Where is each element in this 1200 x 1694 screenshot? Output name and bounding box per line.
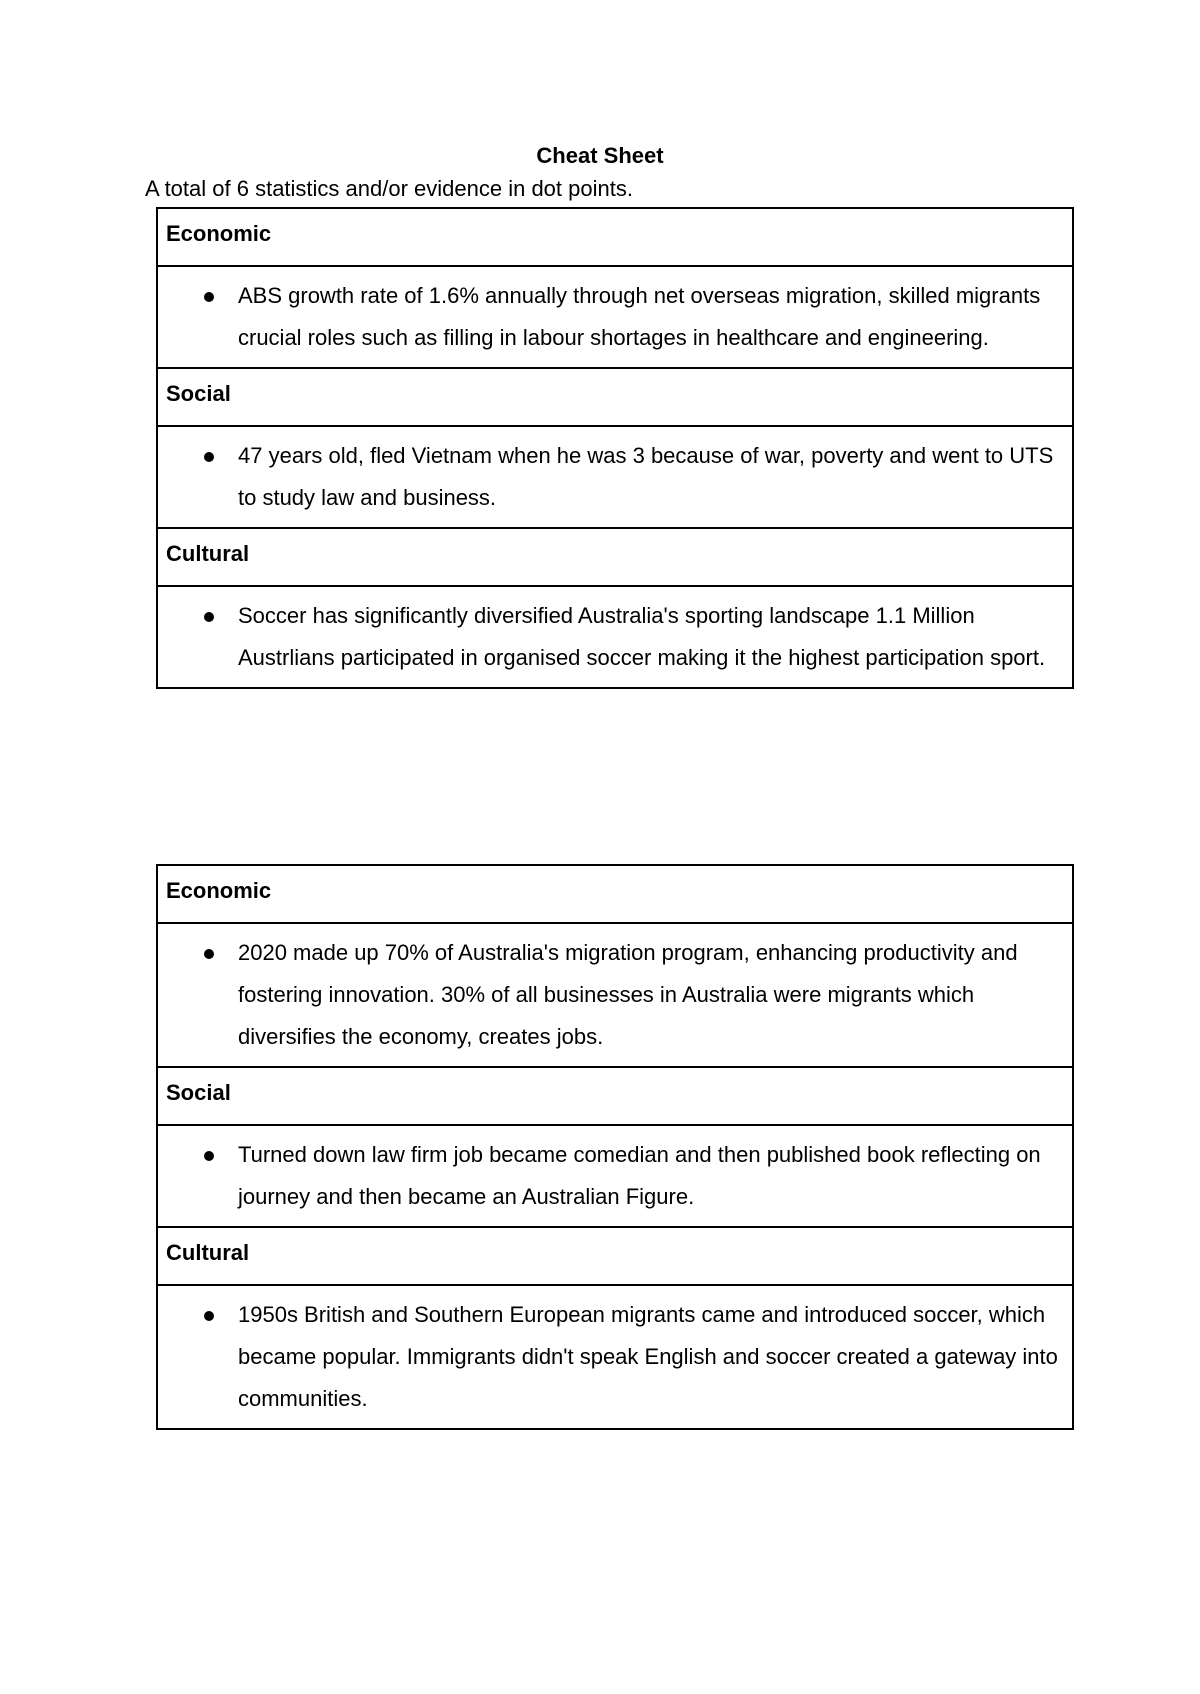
bullet-dot-icon [204,949,214,959]
heading-cell [157,208,1073,266]
heading-cell [157,865,1073,923]
bullet-item [158,1294,1064,1420]
bullet-cell [157,586,1073,688]
category-heading-social: Social [166,1080,231,1105]
table-row [157,586,1073,688]
bullet-list [158,1126,1072,1226]
bullet-item [158,275,1064,359]
bullet-list [158,924,1072,1066]
heading-cell [157,368,1073,426]
table-row [157,528,1073,586]
bullet-list [158,267,1072,367]
table-row [157,1125,1073,1227]
bullet-cell [157,426,1073,528]
bullet-text: ABS growth rate of 1.6% annually through net overseas migration, skilled migrants crucial roles such as filling in labour shortages in healthcare and engineering. [238,283,1041,350]
bullet-cell [157,1125,1073,1227]
category-heading-social: Social [166,381,231,406]
category-heading-economic: Economic [166,221,272,246]
table-row [157,1227,1073,1285]
bullet-cell [157,266,1073,368]
category-heading-economic: Economic [166,878,272,903]
bullet-list [158,587,1072,687]
bullet-text: 1950s British and Southern European migrants came and introduced soccer, which became popular. Immigrants didn't speak English and soccer created a gateway into communities. [238,1302,1058,1411]
bullet-dot-icon [204,1311,214,1321]
bullet-cell [157,923,1073,1067]
bullet-item [158,595,1064,679]
document-subtitle: A total of 6 statistics and/or evidence in dot points. [145,176,633,201]
table-row [157,266,1073,368]
heading-cell [157,1067,1073,1125]
bullet-dot-icon [204,452,214,462]
table-row [157,426,1073,528]
table-row [157,1067,1073,1125]
evidence-table-2 [156,864,1074,1430]
bullet-dot-icon [204,1151,214,1161]
bullet-cell [157,1285,1073,1429]
bullet-item [158,435,1064,519]
bullet-text: Turned down law firm job became comedian and then published book reflecting on journey and then became an Australian Figure. [238,1142,1041,1209]
category-heading-cultural: Cultural [166,1240,250,1265]
bullet-dot-icon [204,292,214,302]
bullet-list [158,1286,1072,1428]
bullet-dot-icon [204,612,214,622]
document-title: Cheat Sheet [536,143,664,168]
table-row [157,208,1073,266]
evidence-table-1 [156,207,1074,689]
bullet-text: 47 years old, fled Vietnam when he was 3 because of war, poverty and went to UTS to study law and business. [238,443,1054,510]
table-row [157,865,1073,923]
bullet-item [158,1134,1064,1218]
heading-cell [157,1227,1073,1285]
heading-cell [157,528,1073,586]
bullet-text: 2020 made up 70% of Australia's migration program, enhancing productivity and fostering innovation. 30% of all businesses in Australia were migrants which diversifies the economy, creates jobs. [238,940,1018,1049]
table-row [157,923,1073,1067]
bullet-list [158,427,1072,527]
table-row [157,368,1073,426]
category-heading-cultural: Cultural [166,541,250,566]
bullet-text: Soccer has significantly diversified Australia's sporting landscape 1.1 Million Austrlians participated in organised soccer making it the highest participation sport. [238,603,1046,670]
bullet-item [158,932,1064,1058]
table-row [157,1285,1073,1429]
